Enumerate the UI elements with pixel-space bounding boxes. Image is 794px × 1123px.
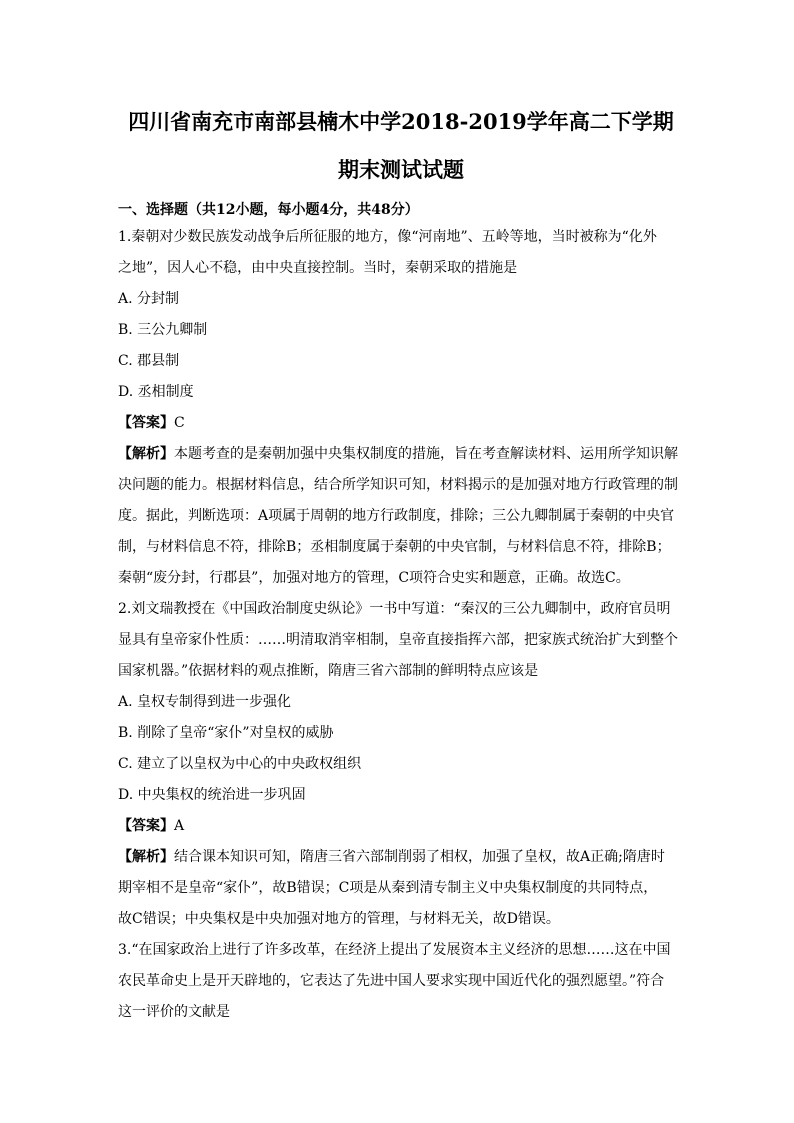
question-2-analysis-line1 [118, 842, 684, 873]
document-title-line1: 四川省南充市南部县楠木中学2018-2019学年高二下学期 [128, 109, 674, 134]
question-2-analysis-line2: 期宰相不是皇帝“家仆”，故B错误；C项是从秦到清专制主义中央集权制度的共同特点， [118, 880, 658, 896]
question-3-stem-line3: 这一评价的文献是 [118, 1004, 230, 1020]
question-2-option-d: D. 中央集权的统治进一步巩固 [118, 787, 306, 803]
analysis-text: 结合课本知识可知，隋唐三省六部制削弱了相权，加强了皇权，故A正确;隋唐时 [174, 849, 665, 865]
exam-page [118, 98, 684, 1028]
question-2-analysis-line3: 故C错误；中央集权是中央加强对地方的管理，与材料无关，故D错误。 [118, 911, 560, 927]
question-1-option-a: A. 分封制 [118, 291, 180, 307]
question-1 [118, 222, 684, 594]
question-1-analysis-line1 [118, 439, 684, 470]
question-1-option-d: D. 丞相制度 [118, 384, 194, 400]
question-3-stem-line2: 农民革命史上是开天辟地的，它表达了先进中国人要求实现中国近代化的强烈愿望。”符合 [118, 973, 665, 989]
question-1-analysis-line2: 决问题的能力。根据材料信息，结合所学知识可知，材料揭示的是加强对地方行政管理的制 [118, 477, 678, 493]
analysis-text: 本题考查的是秦朝加强中央集权制度的措施，旨在考查解读材料、运用所学知识解 [174, 446, 678, 462]
answer-value: C [174, 415, 185, 431]
question-2-option-b: B. 削除了皇帝“家仆”对皇权的威胁 [118, 725, 334, 741]
question-2-stem-line1: 2.刘文瑞教授在《中国政治制度史纵论》一书中写道：“秦汉的三公九卿制中，政府官员明 [118, 601, 671, 617]
question-1-stem-line1: 1.秦朝对少数民族发动战争后所征服的地方，像“河南地”、五岭等地，当时被称为“化外 [118, 229, 657, 245]
question-1-analysis-line5: 秦朝“废分封，行郡县”，加强对地方的管理，C项符合史实和题意，正确。故选C。 [118, 570, 630, 586]
question-2-option-c: C. 建立了以皇权为中心的中央政权组织 [118, 756, 362, 772]
question-2-answer [118, 811, 684, 842]
question-3-stem-line1: 3.“在国家政治上进行了许多改革，在经济上提出了发展资本主义经济的思想……这在中国 [118, 942, 671, 958]
answer-tag: 【答案】 [118, 818, 174, 834]
analysis-tag: 【解析】 [118, 849, 174, 865]
question-2-stem-line2: 显具有皇帝家仆性质：……明清取消宰相制，皇帝直接指挥六部，把家族式统治扩大到整个 [118, 632, 678, 648]
question-3 [118, 935, 684, 1028]
question-1-analysis-line4: 制，与材料信息不符，排除B；丞相制度属于秦朝的中央官制，与材料信息不符，排除B； [118, 539, 671, 555]
answer-tag: 【答案】 [118, 415, 174, 431]
question-1-answer [118, 408, 684, 439]
document-title-line2: 期末测试试题 [338, 157, 464, 182]
answer-value: A [174, 818, 185, 834]
question-1-analysis-line3: 度。据此，判断选项：A项属于周朝的地方行政制度，排除；三公九卿制属于秦朝的中央官 [118, 508, 675, 524]
question-2-option-a: A. 皇权专制得到进一步强化 [118, 694, 292, 710]
question-1-option-b: B. 三公九卿制 [118, 322, 208, 338]
question-2 [118, 594, 684, 935]
question-1-stem-line2: 之地”，因人心不稳，由中央直接控制。当时，秦朝采取的措施是 [118, 260, 518, 276]
section-heading: 一、选择题（共12小题，每小题4分，共48分） [118, 202, 419, 218]
question-1-option-c: C. 郡县制 [118, 353, 180, 369]
analysis-tag: 【解析】 [118, 446, 174, 462]
question-2-stem-line3: 国家机器。”依据材料的观点推断，隋唐三省六部制的鲜明特点应该是 [118, 663, 539, 679]
